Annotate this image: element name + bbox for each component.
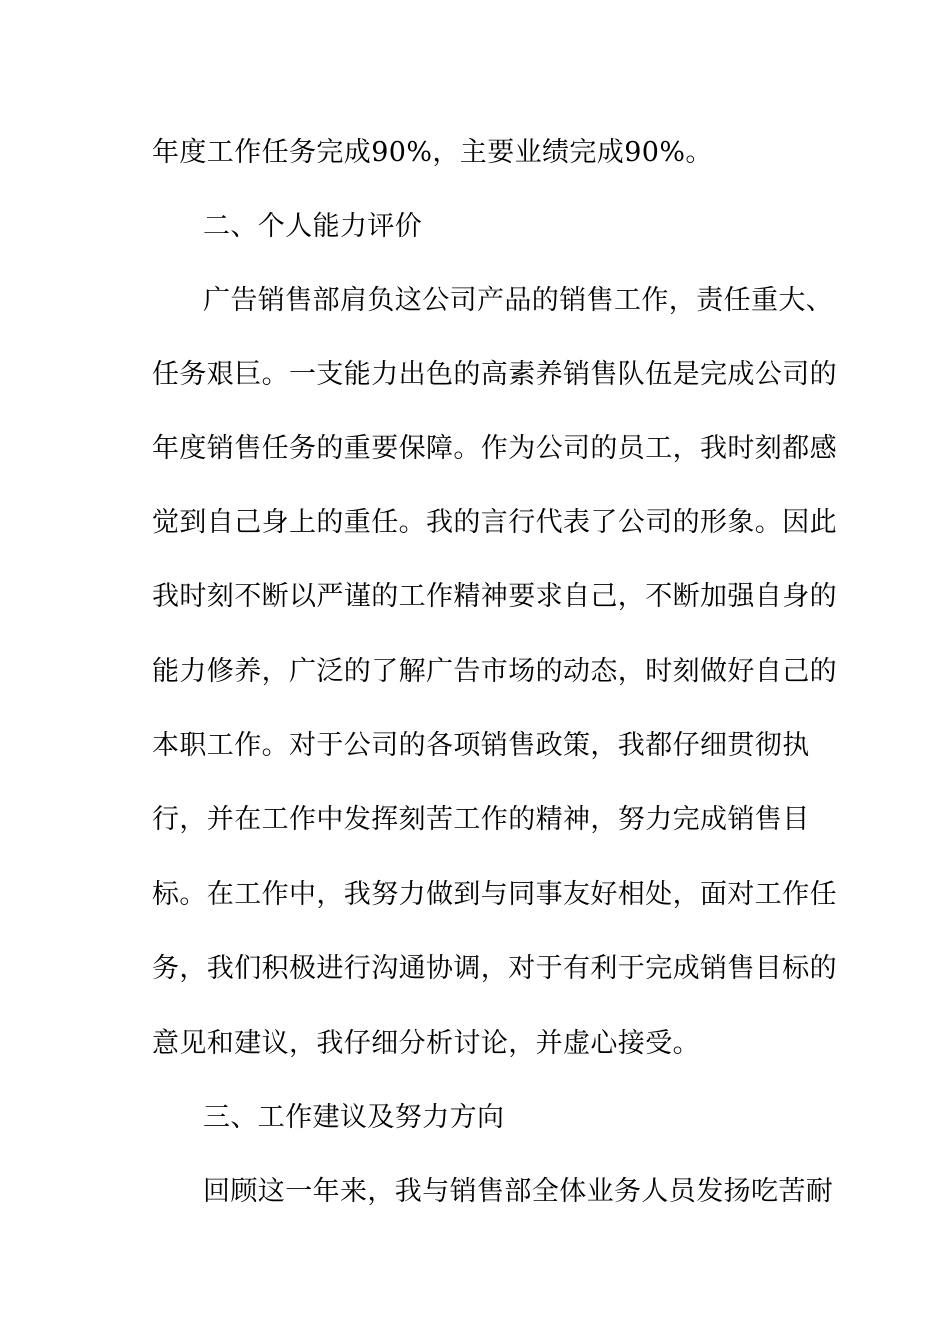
paragraph-line: 年度销售任务的重要保障。作为公司的员工，我时刻都感 — [152, 433, 837, 464]
paragraph-line: 我时刻不断以严谨的工作精神要求自己，不断加强自身的 — [152, 581, 837, 612]
paragraph-line: 任务艰巨。一支能力出色的高素养销售队伍是完成公司的 — [152, 359, 837, 390]
paragraph-line: 回顾这一年来，我与销售部全体业务人员发扬吃苦耐 — [203, 1176, 834, 1207]
paragraph-line: 广告销售部肩负这公司产品的销售工作，责任重大、 — [203, 285, 834, 316]
paragraph-line: 年度工作任务完成90%，主要业绩完成90%。 — [152, 137, 713, 168]
paragraph-line: 觉到自己身上的重任。我的言行代表了公司的形象。因此 — [152, 507, 837, 538]
paragraph-line: 务，我们积极进行沟通协调，对于有利于完成销售目标的 — [152, 953, 837, 984]
paragraph-line: 标。在工作中，我努力做到与同事友好相处，面对工作任 — [152, 879, 837, 910]
section-heading-suggestions: 三、工作建议及努力方向 — [203, 1102, 505, 1133]
section-heading-ability: 二、个人能力评价 — [203, 211, 423, 242]
paragraph-line: 能力修养，广泛的了解广告市场的动态，时刻做好自己的 — [152, 656, 837, 687]
paragraph-line: 本职工作。对于公司的各项销售政策，我都仔细贯彻执 — [152, 730, 810, 761]
paragraph-line: 意见和建议，我仔细分析讨论，并虚心接受。 — [152, 1028, 700, 1059]
paragraph-line: 行，并在工作中发挥刻苦工作的精神，努力完成销售目 — [152, 804, 810, 835]
